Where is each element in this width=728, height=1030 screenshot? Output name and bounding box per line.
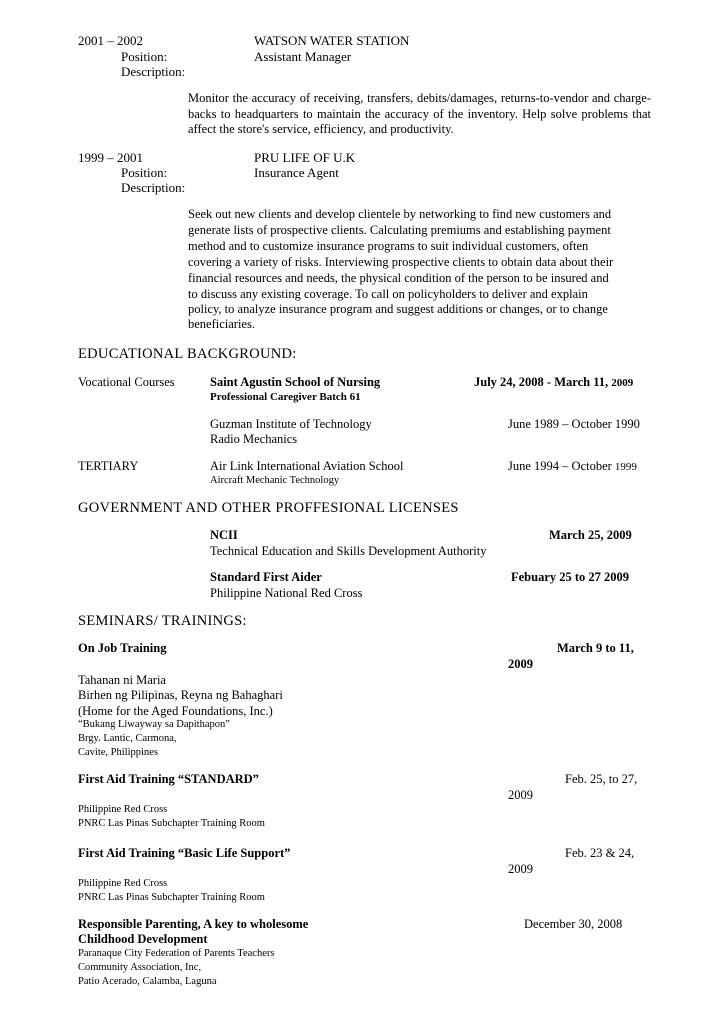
description-line: financial resources and needs, the physical condition of the person to be insured and xyxy=(188,271,609,285)
school-name: Saint Agustin School of Nursing xyxy=(210,375,381,389)
education-dates: July 24, 2008 - March 11, 2009 xyxy=(474,375,634,389)
seminar-detail: Tahanan ni Maria xyxy=(78,673,166,687)
seminar-detail: Birhen ng Pilipinas, Reyna ng Bahaghari xyxy=(78,688,283,702)
seminar-date-year: 2009 xyxy=(508,862,533,876)
seminar-detail: Cavite, Philippines xyxy=(78,747,158,758)
seminar-date: Feb. 25, to 27, xyxy=(565,772,638,786)
seminar-title: On Job Training xyxy=(78,641,167,655)
seminar-detail: Patio Acerado, Calamba, Laguna xyxy=(78,976,217,987)
description-line: generate lists of prospective clients. Calculating premiums and establishing payment xyxy=(188,223,611,237)
work-position: Insurance Agent xyxy=(254,165,339,180)
license-date: March 25, 2009 xyxy=(549,528,632,542)
seminars-heading: SEMINARS/ TRAININGS: xyxy=(78,613,247,629)
seminar-title: First Aid Training “STANDARD” xyxy=(78,772,259,786)
licenses-heading: GOVERNMENT AND OTHER PROFFESIONAL LICENSES xyxy=(78,500,459,516)
work-description: Monitor the accuracy of receiving, transfers, debits/damages, returns-to-vendor and charge-backs to headquarters to maintain the accuracy of the inventory. Help solve problems that affect the store's service, efficiency, and productivity. xyxy=(188,91,651,136)
position-label: Position: xyxy=(121,49,168,64)
license-issuer: Technical Education and Skills Development Authority xyxy=(210,544,487,558)
seminar-detail: Brgy. Lantic, Carmona, xyxy=(78,733,177,744)
description-line: Seek out new clients and develop clientele by networking to find new customers and xyxy=(188,207,612,221)
work-company: PRU LIFE OF U.K xyxy=(254,150,356,165)
seminar-detail: Community Association, Inc, xyxy=(78,962,202,973)
seminar-detail: PNRC Las Pinas Subchapter Training Room xyxy=(78,818,265,829)
license-date: Febuary 25 to 27 2009 xyxy=(511,570,630,584)
seminar-detail: “Bukang Liwayway sa Dapithapon” xyxy=(78,719,230,730)
license-issuer: Philippine National Red Cross xyxy=(210,586,363,600)
seminar-date: Feb. 23 & 24, xyxy=(565,846,635,860)
license-name: NCII xyxy=(210,528,238,542)
seminar-date-year: 2009 xyxy=(508,657,533,671)
work-position: Assistant Manager xyxy=(254,49,352,64)
school-name: Air Link International Aviation School xyxy=(210,459,404,473)
description-line: covering a variety of risks. Interviewing prospective clients to obtain data about their xyxy=(188,255,614,269)
work-dates: 2001 – 2002 xyxy=(78,33,143,48)
education-dates: June 1989 – October 1990 xyxy=(508,417,640,431)
course-name: Radio Mechanics xyxy=(210,432,298,446)
course-name: Professional Caregiver Batch 61 xyxy=(210,391,361,403)
seminar-title: Childhood Development xyxy=(78,932,208,946)
seminar-date: March 9 to 11, xyxy=(557,641,634,655)
school-name: Guzman Institute of Technology xyxy=(210,417,372,431)
position-label: Position: xyxy=(121,165,168,180)
license-name: Standard First Aider xyxy=(210,570,322,584)
seminar-detail: (Home for the Aged Foundations, Inc.) xyxy=(78,704,273,718)
description-line: method and to customize insurance programs to suit individual customers, often xyxy=(188,239,589,253)
seminar-detail: Philippine Red Cross xyxy=(78,804,168,815)
description-line: policy, to analyze insurance program and suggest additions or changes, or to change xyxy=(188,302,608,316)
description-label: Description: xyxy=(121,64,186,79)
description-label: Description: xyxy=(121,180,186,195)
education-heading: EDUCATIONAL BACKGROUND: xyxy=(78,346,297,362)
seminar-title: Responsible Parenting, A key to wholesome xyxy=(78,917,309,931)
course-name: Aircraft Mechanic Technology xyxy=(210,475,340,486)
seminar-date: December 30, 2008 xyxy=(524,917,623,931)
seminar-detail: PNRC Las Pinas Subchapter Training Room xyxy=(78,892,265,903)
description-line: beneficiaries. xyxy=(188,317,255,331)
seminar-title: First Aid Training “Basic Life Support” xyxy=(78,846,291,860)
education-dates: June 1994 – October 1999 xyxy=(508,459,637,473)
seminar-detail: Paranaque City Federation of Parents Teachers xyxy=(78,948,275,959)
education-category: Vocational Courses xyxy=(78,375,175,389)
education-category: TERTIARY xyxy=(78,459,139,473)
work-company: WATSON WATER STATION xyxy=(254,33,410,48)
description-line: to discuss any existing coverage. To call on policyholders to deliver and explain xyxy=(188,287,588,301)
work-dates: 1999 – 2001 xyxy=(78,150,143,165)
seminar-date-year: 2009 xyxy=(508,788,533,802)
seminar-detail: Philippine Red Cross xyxy=(78,878,168,889)
